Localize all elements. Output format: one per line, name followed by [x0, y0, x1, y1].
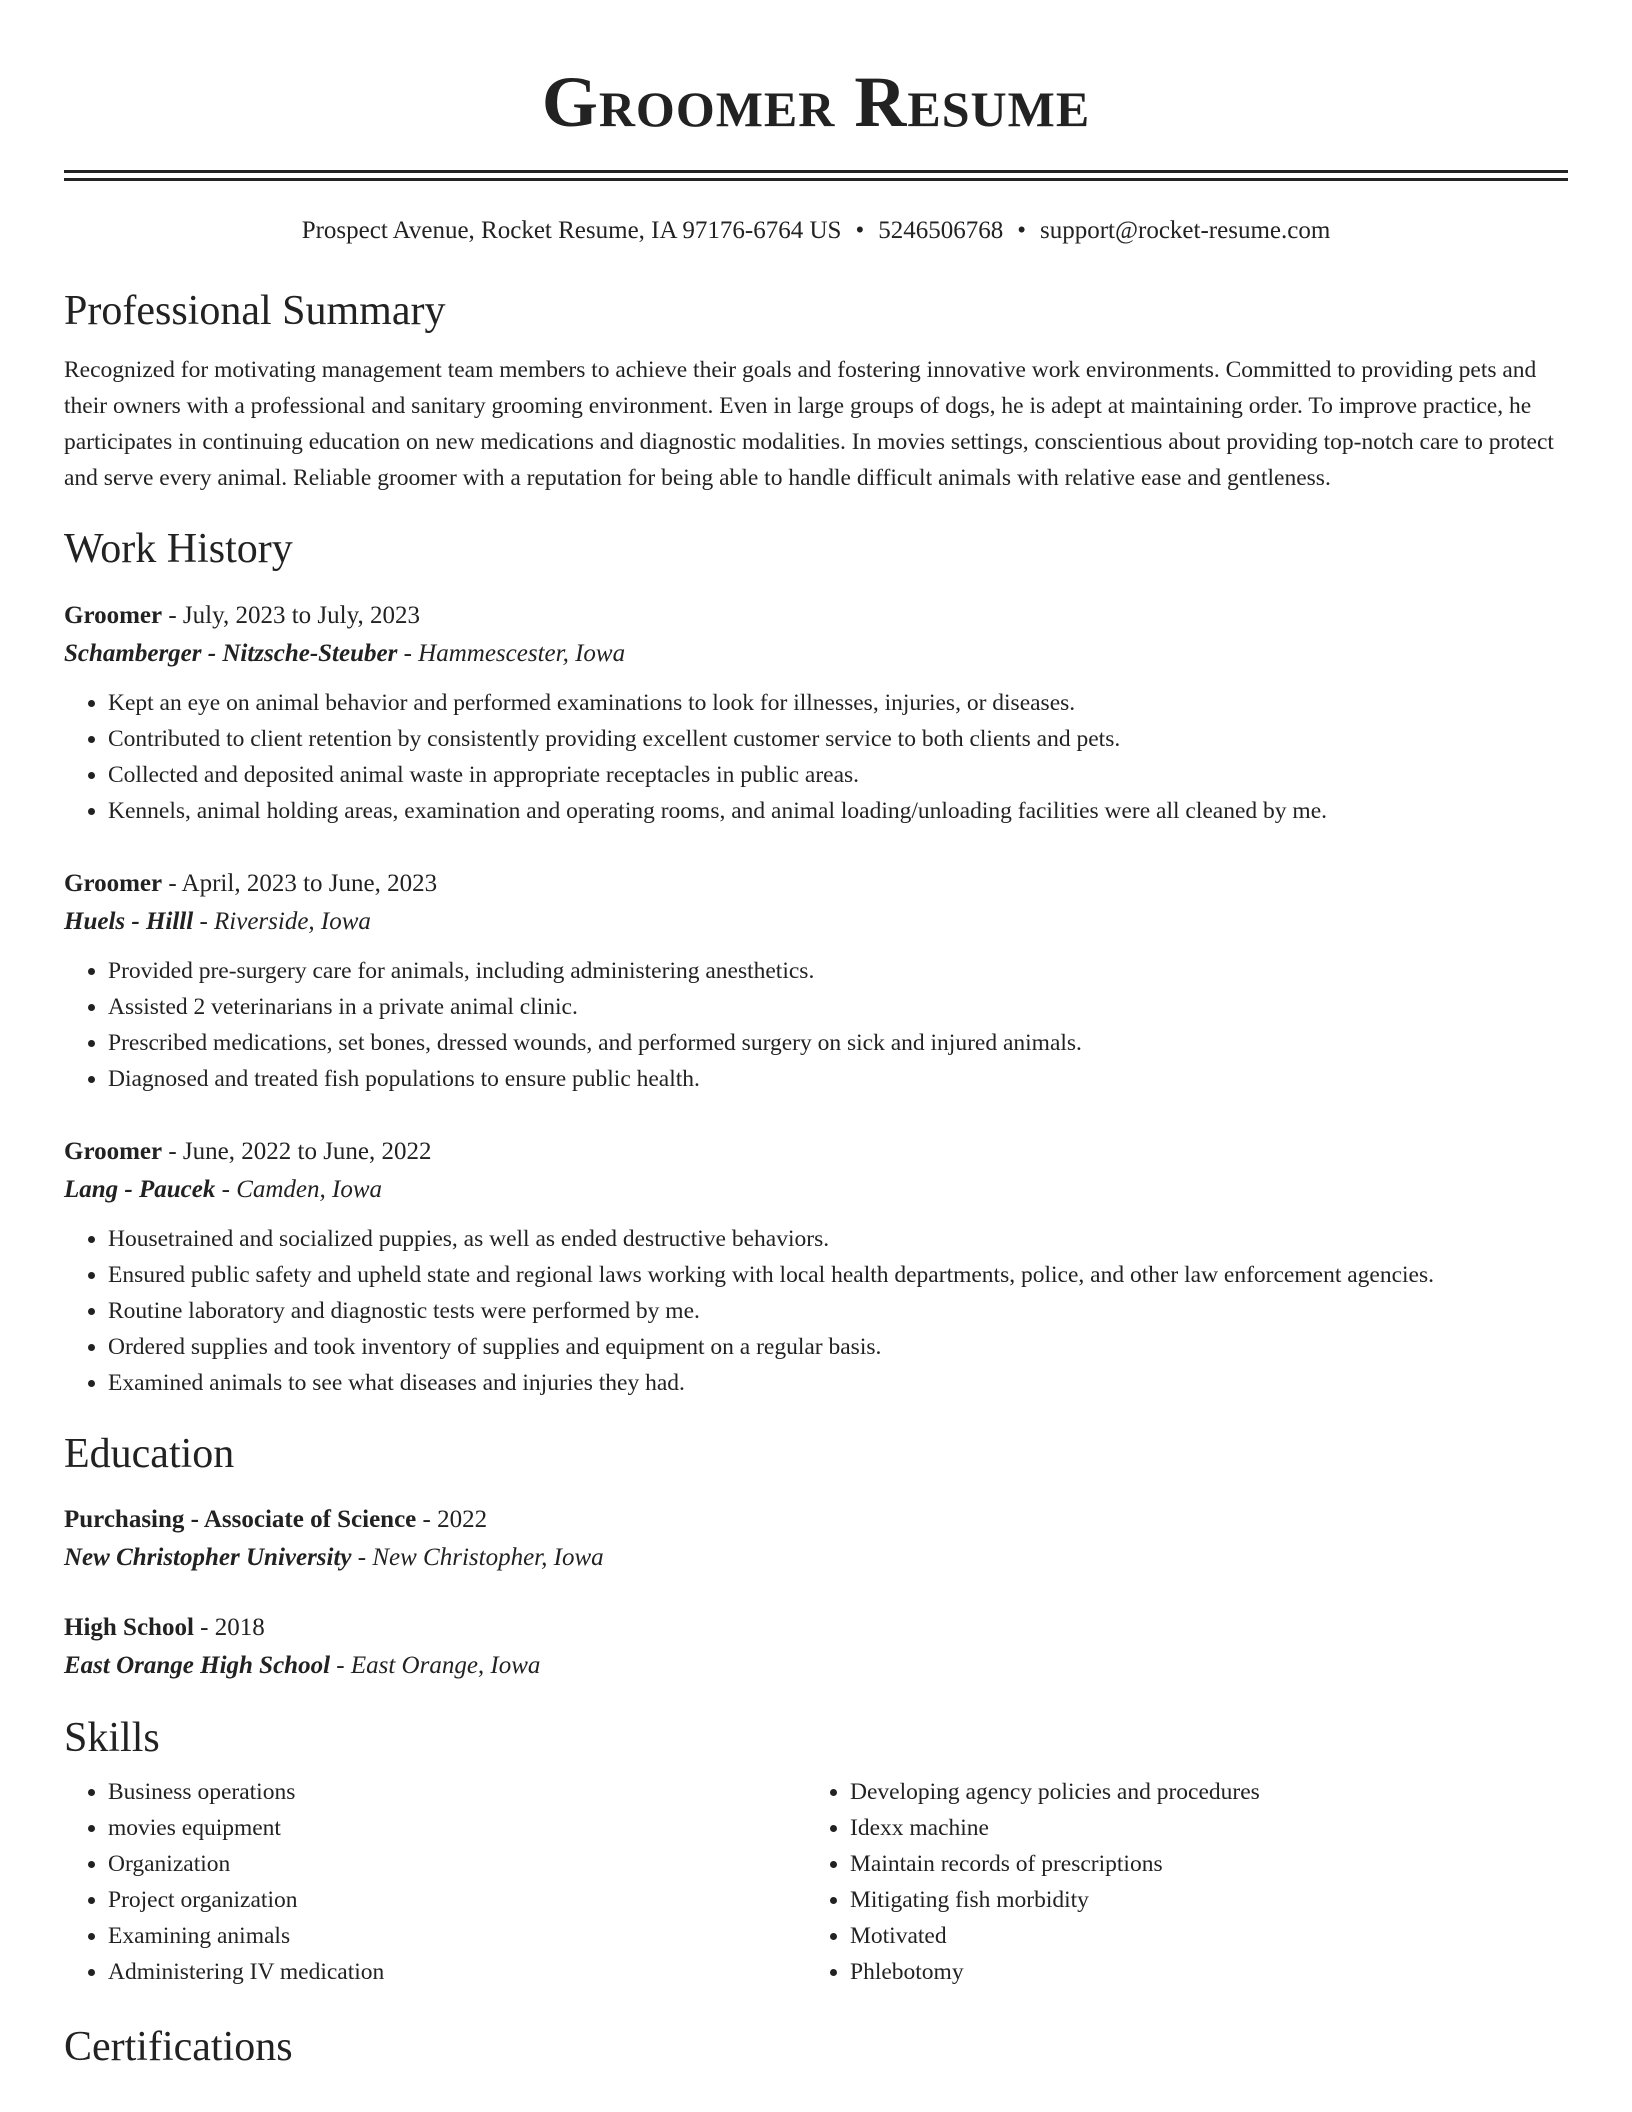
education-school-line	[64, 1539, 1568, 1577]
education-degree: High School	[64, 1614, 194, 1642]
job-bullets	[64, 953, 1568, 1097]
job-company-line	[64, 635, 1568, 673]
skill-item: • Idexx machine	[850, 1810, 1548, 1846]
skills-columns	[64, 1774, 1568, 1990]
education-degree-line	[64, 1609, 1568, 1647]
job-company-line	[64, 903, 1568, 941]
skill-item: • Examining animals	[108, 1918, 806, 1954]
job-bullets	[64, 1221, 1568, 1401]
skill-item: • Administering IV medication	[108, 1954, 806, 1990]
skill-item: • Organization	[108, 1846, 806, 1882]
job-bullet: • Collected and deposited animal waste in appropriate receptacles in public areas.	[108, 757, 1568, 793]
job-title-line	[64, 1133, 1568, 1171]
contact-line	[64, 216, 1568, 246]
education-year: - 2018	[193, 1614, 265, 1642]
job-title-line	[64, 865, 1568, 903]
job-dates: - July, 2023 to July, 2023	[162, 601, 420, 629]
skill-item: • Phlebotomy	[850, 1954, 1548, 1990]
job-title: Groomer	[64, 1137, 163, 1165]
job-bullet: • Contributed to client retention by consistently providing excellent customer service to both clients and pets.	[108, 721, 1568, 757]
skill-item: • Mitigating fish morbidity	[850, 1882, 1548, 1918]
job-bullet: • Routine laboratory and diagnostic tests were performed by me.	[108, 1293, 1568, 1329]
education-school: New Christopher University	[64, 1544, 352, 1572]
job-title: Groomer	[64, 601, 163, 629]
job-bullet: • Housetrained and socialized puppies, as well as ended destructive behaviors.	[108, 1221, 1568, 1257]
skill-item: • movies equipment	[108, 1810, 806, 1846]
education-degree: Purchasing - Associate of Science	[64, 1506, 417, 1534]
job-dates: - April, 2023 to June, 2023	[162, 869, 438, 897]
job-location: - Camden, Iowa	[215, 1175, 383, 1203]
contact-separator: •	[1017, 217, 1026, 244]
contact-phone: 5246506768	[878, 217, 1004, 244]
certifications-heading: Certifications	[64, 2023, 293, 2070]
resume-page	[64, 0, 1568, 2072]
work-history-heading: Work History	[64, 526, 293, 573]
job-bullet: • Assisted 2 veterinarians in a private animal clinic.	[108, 989, 1568, 1025]
job-company-line	[64, 1171, 1568, 1209]
skills-list-left	[64, 1774, 806, 1990]
skills-list-right	[806, 1774, 1548, 1990]
job-dates: - June, 2022 to June, 2022	[162, 1137, 432, 1165]
education-location: - New Christopher, Iowa	[351, 1544, 604, 1572]
education-school-line	[64, 1647, 1568, 1685]
skill-item: • Business operations	[108, 1774, 806, 1810]
education-entry	[64, 1609, 1568, 1685]
education-location: - East Orange, Iowa	[330, 1652, 541, 1680]
contact-email[interactable]: support@rocket-resume.com	[1039, 217, 1331, 244]
job-entry	[64, 865, 1568, 1097]
education-heading: Education	[64, 1430, 235, 1477]
job-bullet: • Ordered supplies and took inventory of supplies and equipment on a regular basis.	[108, 1329, 1568, 1365]
job-company: Lang - Paucek	[64, 1175, 216, 1203]
job-title-line	[64, 597, 1568, 635]
contact-separator: •	[855, 217, 865, 244]
skills-heading: Skills	[64, 1715, 160, 1762]
job-title: Groomer	[64, 869, 163, 897]
job-bullet: • Examined animals to see what diseases and injuries they had.	[108, 1365, 1568, 1401]
contact-address: Prospect Avenue, Rocket Resume, IA 97176-6764 US	[301, 217, 842, 244]
summary-text: Recognized for motivating management team members to achieve their goals and fostering innovative work environments. Committed to providing pets and their owners with a professional and sanitary grooming environment. Even in large groups of dogs, he is adept at maintaining order. To improve practice, he participates in continuing education on new medications and diagnostic modalities. In movies settings, conscientious about providing top-notch care to protect and serve every animal. Reliable groomer with a reputation for being able to handle difficult animals with relative ease and gentleness.	[64, 357, 1554, 492]
job-location: - Hammescester, Iowa	[397, 639, 626, 667]
resume-title: Groomer Resume	[541, 62, 1091, 142]
job-location: - Riverside, Iowa	[193, 907, 371, 935]
job-entry	[64, 1133, 1568, 1401]
education-entry	[64, 1501, 1568, 1577]
education-year: - 2022	[416, 1506, 488, 1534]
job-bullet: • Kept an eye on animal behavior and performed examinations to look for illnesses, injuries, or diseases.	[108, 685, 1568, 721]
job-company: Schamberger - Nitzsche-Steuber	[64, 639, 398, 667]
job-bullet: • Diagnosed and treated fish populations to ensure public health.	[108, 1061, 1568, 1097]
skill-item: • Maintain records of prescriptions	[850, 1846, 1548, 1882]
job-bullet: • Ensured public safety and upheld state and regional laws working with local health departments, police, and other law enforcement agencies.	[108, 1257, 1568, 1293]
summary-heading: Professional Summary	[64, 288, 446, 334]
job-bullets	[64, 685, 1568, 829]
job-bullet: • Provided pre-surgery care for animals, including administering anesthetics.	[108, 953, 1568, 989]
job-entry	[64, 597, 1568, 829]
skill-item: • Motivated	[850, 1918, 1548, 1954]
skill-item: • Developing agency policies and procedures	[850, 1774, 1548, 1810]
title-divider	[64, 170, 1568, 181]
job-company: Huels - Hilll	[64, 907, 194, 935]
education-school: East Orange High School	[64, 1652, 331, 1680]
job-bullet: • Prescribed medications, set bones, dressed wounds, and performed surgery on sick and injured animals.	[108, 1025, 1568, 1061]
job-bullet: • Kennels, animal holding areas, examination and operating rooms, and animal loading/unloading facilities were all cleaned by me.	[108, 793, 1568, 829]
education-degree-line	[64, 1501, 1568, 1539]
skill-item: • Project organization	[108, 1882, 806, 1918]
